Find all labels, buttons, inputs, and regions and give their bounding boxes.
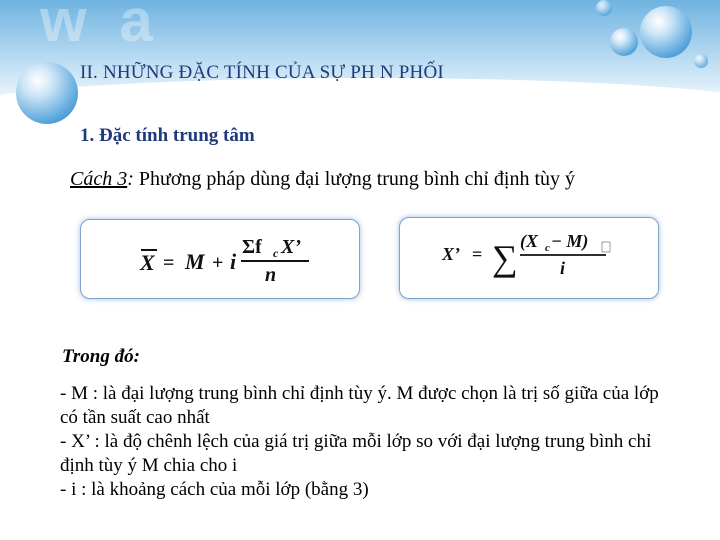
bubble-decoration xyxy=(16,62,78,124)
definition-list xyxy=(60,382,660,502)
formula-numerator: Σf xyxy=(242,236,262,258)
bubble-decoration xyxy=(694,54,708,68)
method-label: Cách 3 xyxy=(70,168,128,190)
formula2-numerator-sub: c xyxy=(545,242,550,254)
formula-lhs: X xyxy=(140,250,155,275)
formula-term-m: M xyxy=(185,249,205,274)
formula2-denominator: i xyxy=(560,258,566,278)
formula2-equals: = xyxy=(472,244,483,264)
formula2-numerator-rest: − M) xyxy=(551,231,589,251)
definition-i: - i : là khoảng cách của mỗi lớp (bằng 3) xyxy=(60,479,369,500)
section-heading: 1. Đặc tính trung tâm xyxy=(80,125,255,146)
method-colon: : xyxy=(127,168,134,190)
bubble-decoration xyxy=(610,28,638,56)
formula-denominator: n xyxy=(265,264,277,286)
slide-title: II. NHỮNG ĐẶC TÍNH CỦA SỰ PH N PHỐI xyxy=(80,62,444,83)
definition-x-prime: - X’ : là độ chênh lệch của giá trị giữa mỗi lớp so với đại lượng trung bình chỉ định tùy ý M chia cho i xyxy=(60,431,652,476)
definition-m: - M : là đại lượng trung bình chỉ định tùy ý. M được chọn là trị số giữa của lớp có tần suất cao nhất xyxy=(60,383,659,428)
formula-numerator-x: X’ xyxy=(281,236,301,258)
bubble-decoration xyxy=(640,6,692,58)
formula-box-mean xyxy=(80,219,360,299)
method-text: Phương pháp dùng đại lượng trung bình chỉ định tùy ý xyxy=(133,168,576,190)
formula2-numerator: (X xyxy=(520,231,538,251)
formula-plus: + xyxy=(212,252,224,274)
formula2-lhs: X’ xyxy=(442,244,460,264)
formula-equals: = xyxy=(163,252,175,274)
method-line xyxy=(70,168,575,191)
formula-mean-svg xyxy=(81,220,359,298)
watermark-decoration: w a xyxy=(40,0,161,54)
formula-term-i: i xyxy=(230,249,237,274)
bubble-decoration xyxy=(596,0,612,16)
sum-symbol: ∑ xyxy=(492,238,518,278)
missing-glyph-box xyxy=(602,242,610,252)
formula-box-deviation xyxy=(399,217,659,299)
formula-numerator-sub: c xyxy=(273,246,279,260)
formula-deviation-svg xyxy=(400,218,658,298)
where-label: Trong đó: xyxy=(62,346,140,367)
